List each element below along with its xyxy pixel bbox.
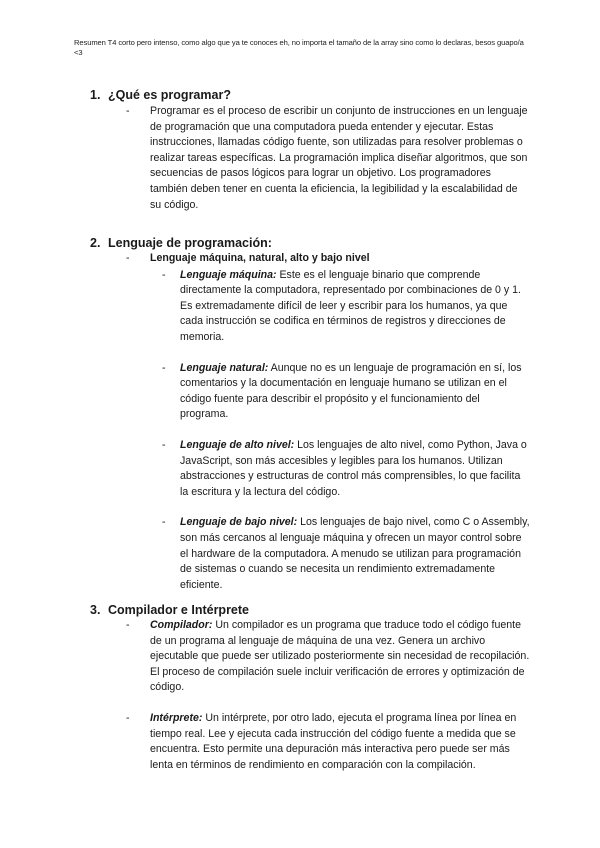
- section-title: [90, 236, 530, 251]
- section-title: [90, 88, 530, 103]
- list-item-machine: [90, 268, 530, 346]
- section-title-text: Lenguaje de programación:: [108, 236, 272, 250]
- list-item-low-level: [90, 515, 530, 593]
- term: Lenguaje máquina:: [180, 268, 277, 281]
- section-what-is-programming: [90, 88, 530, 213]
- section-title: [90, 603, 530, 618]
- bullet-dash: -: [126, 252, 130, 264]
- term: Lenguaje natural:: [180, 361, 269, 374]
- list-item-compiler: [90, 618, 530, 696]
- bullet-dash: -: [126, 619, 130, 631]
- definition: Los lenguajes de alto nivel, como Python, Java o JavaScript, son más accesibles y legibles para los humanos. Utilizan abstracciones y estructuras de control más comprensibles, lo que facilita la escritura y la lectura del código.: [180, 438, 527, 498]
- definition: Un intérprete, por otro lado, ejecuta el programa línea por línea en tiempo real. Lee y ejecuta cada instrucción del código fuente a medida que se encuentra. Esto permite una depuración más interactiva pero puede ser más lenta en términos de rendimiento en comparación con la compilación.: [150, 711, 517, 771]
- bullet-dash: -: [126, 105, 130, 117]
- bullet-dash: -: [126, 711, 130, 724]
- bullet-dash: -: [162, 361, 166, 374]
- section-number: 2.: [90, 236, 101, 250]
- term: Compilador:: [150, 619, 213, 631]
- subheading: Lenguaje máquina, natural, alto y bajo nivel: [150, 252, 370, 264]
- bullet-dash: -: [162, 438, 166, 451]
- paragraph: Programar es el proceso de escribir un conjunto de instrucciones en un lenguaje de programación que una computadora pueda entender y ejecutar. Estas instrucciones, llamadas código fuente, son utilizadas para resolver problemas o realizar tareas específicas. La programación implica diseñar algoritmos, que son secuencias de pasos lógicos para lograr un objetivo. Los programadores también deben tener en cuenta la eficiencia, la legibilidad y la escalabilidad de su código.: [150, 105, 528, 211]
- definition: Un compilador es un programa que traduce todo el código fuente de un programa al lenguaje de máquina de una vez. Genera un archivo ejecutable que puede ser utilizado posteriormente sin necesidad de recopilación. El proceso de compilación suele incluir verificación de errores y optimización de código.: [150, 619, 530, 694]
- section-title-text: Compilador e Intérprete: [108, 603, 249, 617]
- section-title-text: ¿Qué es programar?: [108, 88, 231, 102]
- header-note: Resumen T4 corto pero intenso, como algo que ya te conoces eh, no importa el tamaño de la array sino como lo declaras, besos guapo/a <3: [74, 38, 524, 57]
- list-item-high-level: [90, 438, 530, 500]
- term: Lenguaje de bajo nivel:: [180, 516, 298, 529]
- subheading-row: [90, 251, 530, 267]
- section-number: 3.: [90, 603, 101, 617]
- definition: Aunque no es un lenguaje de programación en sí, los comentarios y la documentación en lenguaje humano se utilizan en el código fuente para describir el propósito y el funcionamiento del programa.: [180, 361, 522, 421]
- term: Intérprete:: [150, 711, 203, 724]
- list-item: [90, 104, 530, 213]
- definition: Este es el lenguaje binario que comprende directamente la computadora, representado por combinaciones de 0 y 1. Es extremadamente difícil de leer y escribir para los humanos, ya que cada instrucción se codifica en términos de registros y direcciones de memoria.: [180, 268, 521, 343]
- bullet-dash: -: [162, 268, 166, 281]
- section-compiler-interpreter: [90, 603, 530, 773]
- section-number: 1.: [90, 88, 101, 102]
- bullet-dash: -: [162, 516, 166, 529]
- list-item-interpreter: [90, 711, 530, 773]
- section-programming-language: [90, 236, 530, 593]
- term: Lenguaje de alto nivel:: [180, 438, 295, 451]
- list-item-natural: [90, 361, 530, 423]
- definition: Los lenguajes de bajo nivel, como C o Assembly, son más cercanos al lenguaje máquina y ofrecen un mayor control sobre el hardware de la computadora. A menudo se utilizan para programación de sistemas o cuando se necesita un rendimiento extremadamente eficiente.: [180, 516, 530, 591]
